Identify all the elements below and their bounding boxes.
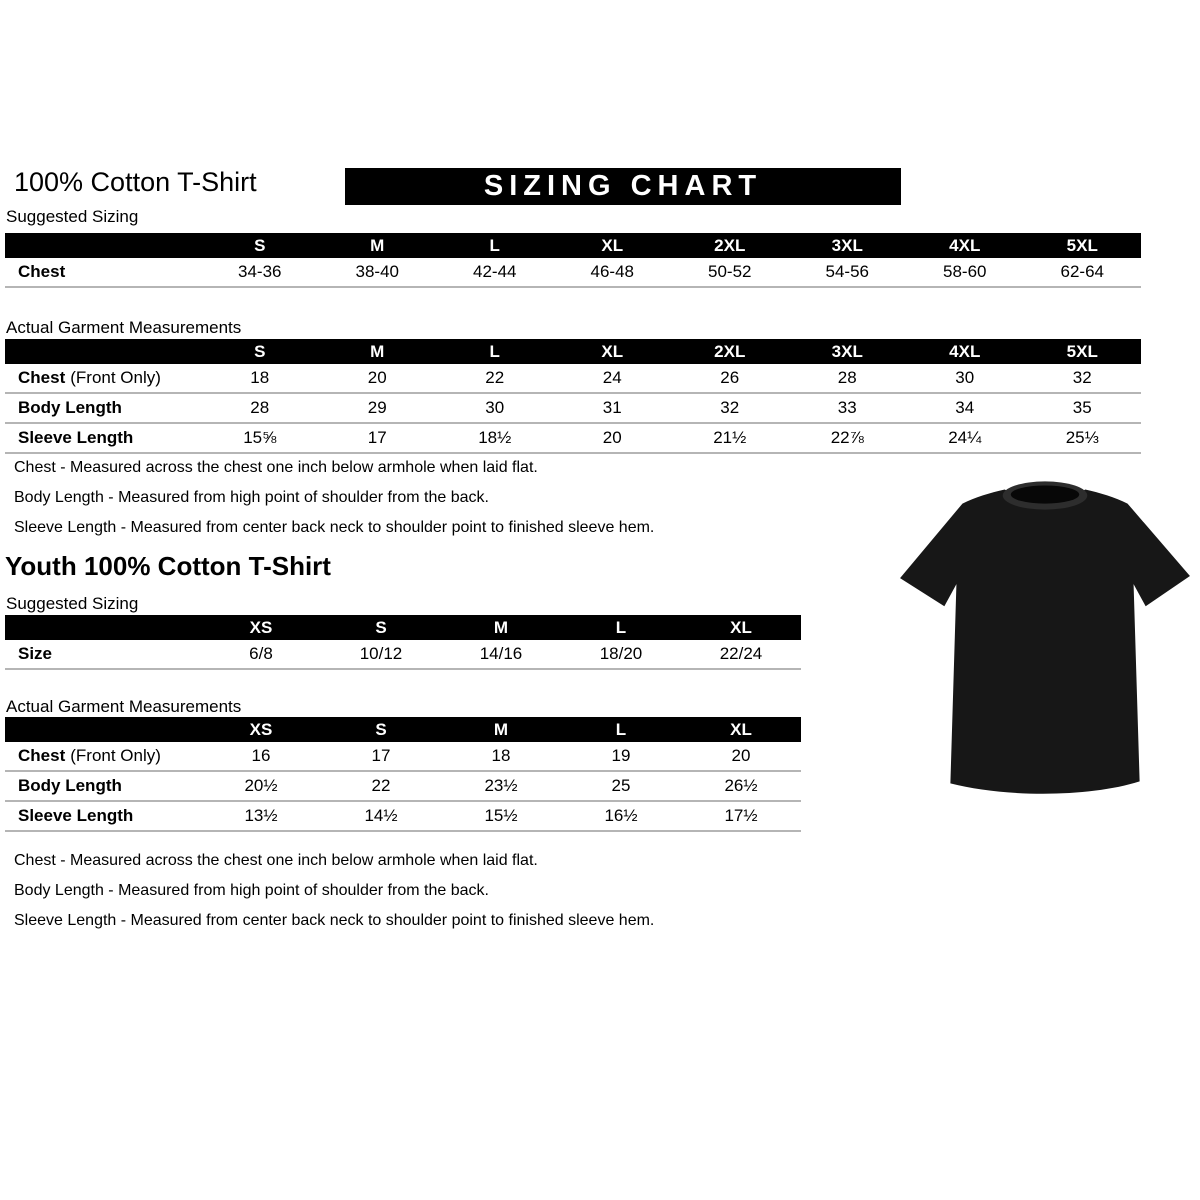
measurement-cell: 25⅓ — [1065, 428, 1099, 447]
measurement-cell: 17 — [371, 746, 391, 765]
tshirt-graphic — [892, 472, 1198, 817]
measurement-cell: 23½ — [484, 776, 518, 795]
row-label-text: Body Length — [18, 398, 122, 417]
adult-actual-header-row — [5, 339, 1141, 364]
measurement-cell: 15⅝ — [243, 428, 277, 447]
row-label-suffix: (Front Only) — [70, 746, 161, 765]
row-label-text: Sleeve Length — [18, 806, 134, 825]
size-column-header: 4XL — [949, 235, 981, 255]
adult-suggested-header-row — [5, 233, 1141, 258]
size-column-header: XL — [601, 235, 624, 255]
note-sleeve-length: Sleeve Length - Measured from center back neck to shoulder point to finished sleeve hem. — [14, 912, 655, 929]
measurement-cell: 10/12 — [359, 644, 403, 663]
measurement-cell: 54-56 — [825, 262, 869, 281]
size-column-header: M — [370, 235, 385, 255]
measurement-cell: 14/16 — [479, 644, 523, 663]
adult-actual-table — [5, 339, 1141, 454]
size-column-header: L — [489, 235, 500, 255]
measurement-cell: 29 — [367, 398, 387, 417]
measurement-cell: 38-40 — [355, 262, 399, 281]
measurement-cell: 34-36 — [238, 262, 282, 281]
measurement-cell: 20 — [602, 428, 622, 447]
measurement-cell: 32 — [720, 398, 740, 417]
row-label: Size — [18, 644, 53, 663]
measurement-cell: 21½ — [713, 428, 747, 447]
measurement-cell: 46-48 — [590, 262, 634, 281]
measurement-cell: 22 — [371, 776, 391, 795]
size-column-header: L — [615, 617, 627, 637]
row-label-suffix: (Front Only) — [70, 368, 161, 387]
measurement-cell: 28 — [250, 398, 270, 417]
size-column-header: M — [370, 341, 385, 361]
measurement-cell: 16 — [251, 746, 271, 765]
youth-title: Youth 100% Cotton T-Shirt — [5, 551, 331, 581]
measurement-cell: 34 — [955, 398, 975, 417]
row-label-text: Sleeve Length — [18, 428, 134, 447]
size-column-header: S — [254, 235, 266, 255]
page-title: 100% Cotton T-Shirt — [14, 167, 257, 197]
measurement-cell: 13½ — [244, 806, 278, 825]
size-column-header: L — [615, 719, 627, 739]
size-column-header: XL — [730, 617, 752, 637]
measurement-cell: 18½ — [478, 428, 512, 447]
measurement-cell: 50-52 — [708, 262, 752, 281]
size-column-header: XL — [601, 341, 624, 361]
table-row — [5, 424, 1141, 454]
size-column-header: M — [493, 617, 509, 637]
note-chest: Chest - Measured across the chest one inch below armhole when laid flat. — [14, 852, 538, 869]
measurement-cell: 20 — [367, 368, 387, 387]
measurement-cell: 58-60 — [943, 262, 987, 281]
row-label — [5, 776, 201, 796]
measurement-cell: 20 — [731, 746, 751, 765]
note-chest: Chest - Measured across the chest one inch below armhole when laid flat. — [14, 459, 538, 476]
measurement-cell: 30 — [485, 398, 505, 417]
measurement-cell: 22⅞ — [830, 428, 864, 447]
size-column-header: 5XL — [1066, 235, 1098, 255]
youth-suggested-header-row — [5, 615, 801, 640]
row-label: Chest — [18, 262, 66, 281]
row-label — [5, 746, 201, 766]
measurement-cell: 14½ — [364, 806, 398, 825]
measurement-cell: 24¼ — [948, 428, 982, 447]
measurement-cell: 35 — [1072, 398, 1092, 417]
size-column-header: XL — [730, 719, 752, 739]
measurement-cell: 18 — [250, 368, 270, 387]
measurement-cell: 62-64 — [1060, 262, 1104, 281]
measurement-cell: 16½ — [604, 806, 638, 825]
measurement-cell: 32 — [1072, 368, 1092, 387]
row-label-text: Body Length — [18, 776, 122, 795]
measurement-cell: 20½ — [244, 776, 278, 795]
measurement-cell: 17½ — [724, 806, 758, 825]
note-sleeve-length: Sleeve Length - Measured from center back neck to shoulder point to finished sleeve hem. — [14, 519, 655, 536]
size-column-header: S — [375, 617, 387, 637]
size-column-header: 3XL — [831, 341, 863, 361]
size-column-header: 5XL — [1066, 341, 1098, 361]
row-label — [5, 398, 201, 418]
youth-actual-measurements-label: Actual Garment Measurements — [6, 697, 242, 716]
youth-actual-header-row — [5, 717, 801, 742]
row-label — [5, 806, 201, 826]
size-column-header: S — [254, 341, 266, 361]
size-column-header: XS — [249, 719, 273, 739]
adult-suggested-sizing-label: Suggested Sizing — [6, 207, 139, 226]
note-body-length: Body Length - Measured from high point of shoulder from the back. — [14, 489, 489, 506]
size-column-header: 3XL — [831, 235, 863, 255]
adult-suggested-table — [5, 233, 1141, 288]
measurement-cell: 42-44 — [473, 262, 517, 281]
note-body-length: Body Length - Measured from high point of shoulder from the back. — [14, 882, 489, 899]
size-column-header: XS — [249, 617, 273, 637]
measurement-cell: 26½ — [724, 776, 758, 795]
measurement-cell: 15½ — [484, 806, 518, 825]
measurement-cell: 25 — [611, 776, 631, 795]
size-column-header: 2XL — [714, 235, 746, 255]
measurement-cell: 18/20 — [599, 644, 643, 663]
row-label — [5, 368, 201, 388]
measurement-cell: 6/8 — [249, 644, 273, 663]
measurement-cell: 22/24 — [719, 644, 763, 663]
measurement-cell: 19 — [611, 746, 631, 765]
measurement-cell: 33 — [837, 398, 857, 417]
sizing-chart-banner: SIZING CHART — [345, 168, 901, 205]
table-row — [5, 742, 801, 772]
table-row — [5, 802, 801, 832]
measurement-cell: 22 — [485, 368, 505, 387]
measurement-cell: 17 — [367, 428, 387, 447]
adult-measurement-notes — [14, 453, 654, 543]
measurement-cell: 30 — [955, 368, 975, 387]
measurement-cell: 24 — [602, 368, 622, 387]
measurement-cell: 28 — [837, 368, 857, 387]
row-label-text: Chest — [18, 368, 66, 387]
youth-actual-table — [5, 717, 801, 832]
youth-suggested-table — [5, 615, 801, 670]
tshirt-image — [892, 472, 1198, 817]
row-label-text: Chest — [18, 746, 66, 765]
youth-measurement-notes — [14, 846, 654, 936]
size-column-header: 2XL — [714, 341, 746, 361]
adult-actual-measurements-label: Actual Garment Measurements — [6, 318, 242, 337]
measurement-cell: 26 — [720, 368, 740, 387]
table-row — [5, 258, 1141, 288]
size-column-header: 4XL — [949, 341, 981, 361]
measurement-cell: 18 — [491, 746, 511, 765]
size-column-header: M — [493, 719, 509, 739]
table-row — [5, 394, 1141, 424]
measurement-cell: 31 — [602, 398, 622, 417]
size-column-header: S — [375, 719, 387, 739]
table-row — [5, 640, 801, 670]
youth-suggested-sizing-label: Suggested Sizing — [6, 594, 139, 613]
table-row — [5, 772, 801, 802]
row-label — [5, 428, 201, 448]
size-column-header: L — [489, 341, 500, 361]
table-row — [5, 364, 1141, 394]
